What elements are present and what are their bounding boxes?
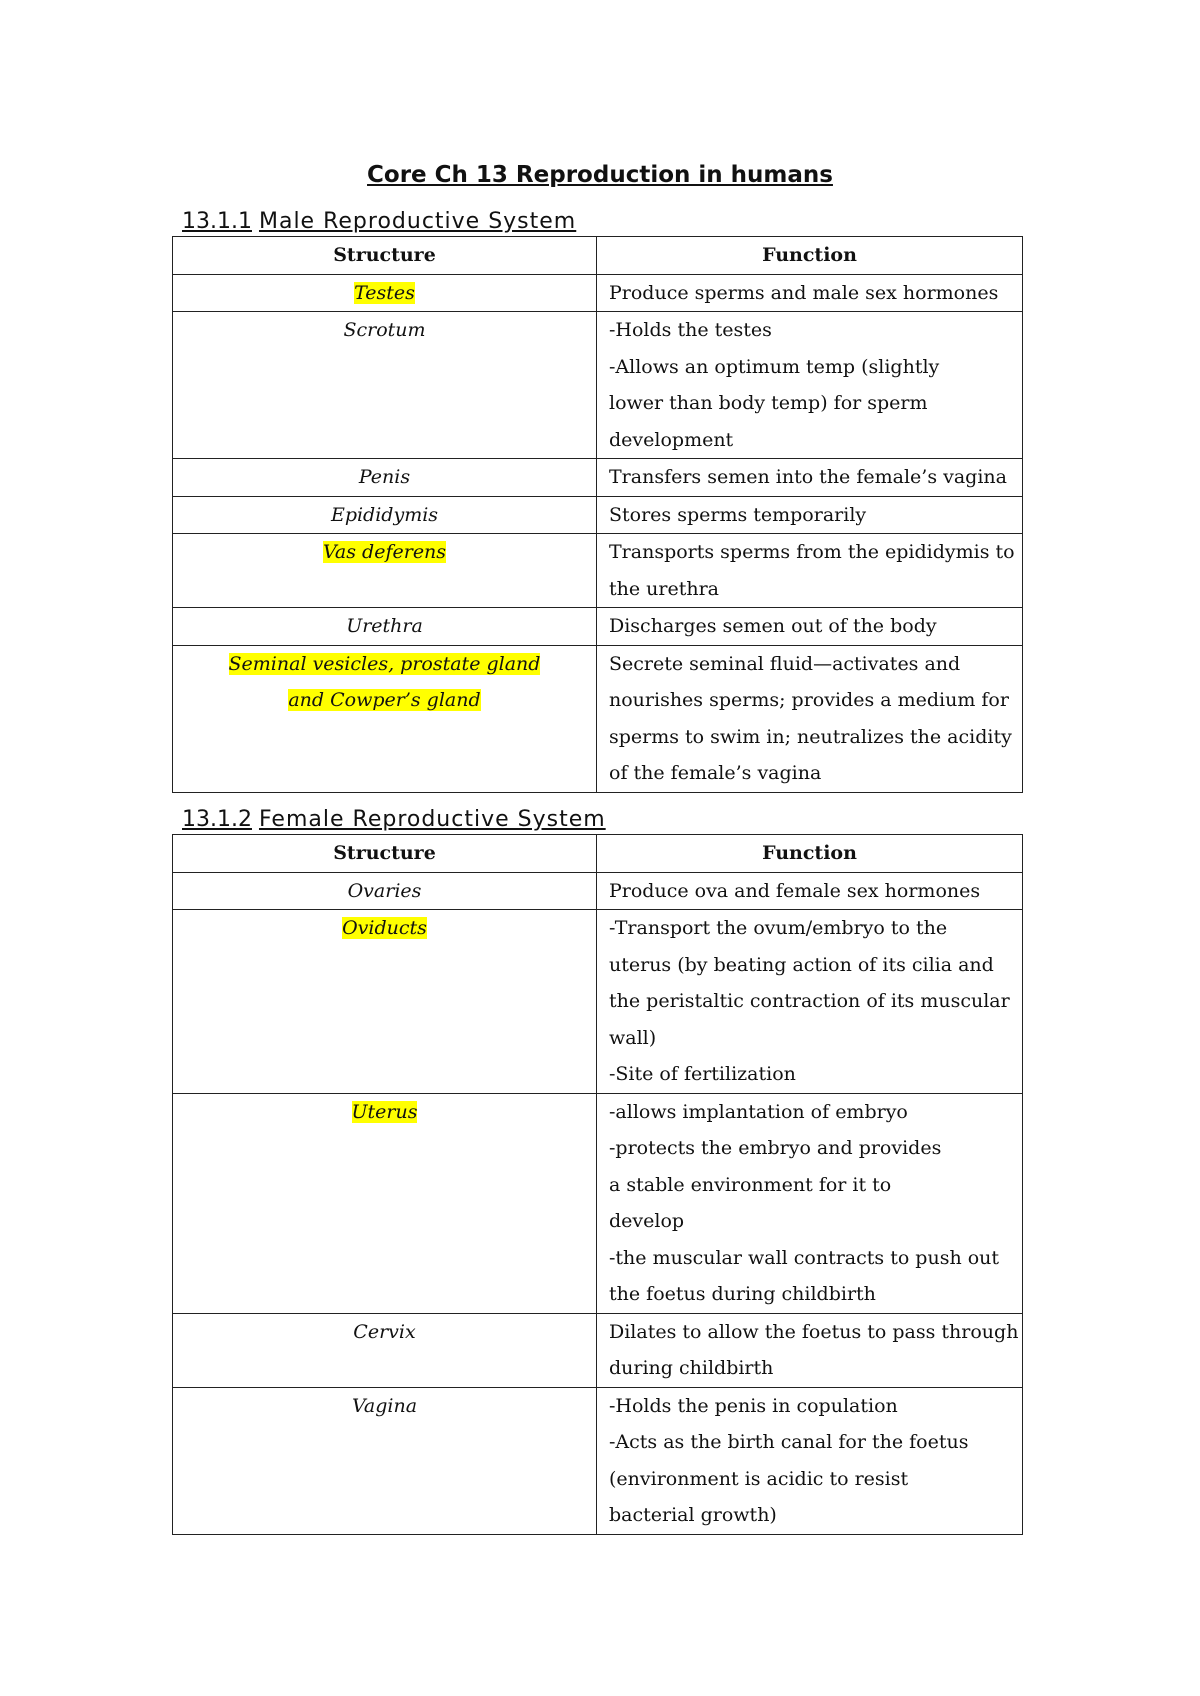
structure-line [173,646,596,683]
structure-name: Oviducts [342,917,427,939]
table-header-row [173,237,1023,275]
structure-name: Scrotum [343,319,426,341]
structure-line [173,312,596,349]
function-line: -the muscular wall contracts to push out [609,1246,1000,1269]
structure-column-header: Structure [173,237,597,275]
structure-name: Epididymis [330,503,439,526]
structure-name: Penis [358,466,411,488]
function-line: bacterial growth) [609,1504,777,1526]
function-line: nourishes sperms; provides a medium for [609,689,1009,711]
table-row [173,1313,1023,1387]
function-line: the foetus during childbirth [609,1283,876,1305]
function-column-header: Function [597,237,1023,275]
function-line: a stable environment for it to [609,1173,892,1196]
function-line: -Holds the penis in copulation [609,1394,898,1417]
structure-cell [173,534,597,608]
table-row [173,872,1023,910]
function-cell [597,274,1023,312]
function-line: (environment is acidic to resist [609,1467,909,1490]
table-row [173,608,1023,646]
structure-line [173,1314,596,1351]
function-cell [597,1093,1023,1313]
function-line: Produce sperms and male sex hormones [609,281,999,304]
structure-cell [173,1313,597,1387]
male-reproductive-table [172,236,1023,793]
structure-cell [173,1387,597,1534]
structure-line [173,910,596,947]
function-cell [597,608,1023,646]
structure-name: Cervix [353,1320,416,1343]
function-cell [597,459,1023,497]
function-line: develop [609,1210,685,1232]
structure-line [173,873,596,910]
structure-cell [173,459,597,497]
structure-line [173,275,596,312]
male-section-name: Male Reproductive System [258,209,577,234]
function-column-header: Function [597,835,1023,873]
structure-name: Testes [354,281,415,304]
structure-name: Vagina [351,1394,418,1417]
structure-column-header: Structure [173,835,597,873]
function-cell [597,496,1023,534]
function-line: -protects the embryo and provides [609,1137,942,1159]
structure-name: Seminal vesicles, prostate gland [228,652,541,675]
table-row [173,312,1023,459]
function-line: wall) [609,1026,657,1049]
page-title: Core Ch 13 Reproduction in humans [367,162,833,188]
function-cell [597,534,1023,608]
structure-line [173,682,596,719]
function-line: lower than body temp) for sperm [609,392,928,414]
function-line: sperms to swim in; neutralizes the acidity [609,725,1012,748]
function-line: Stores sperms temporarily [609,503,867,526]
male-section-number: 13.1.1 [182,209,252,234]
structure-name: Urethra [346,615,423,637]
function-cell [597,1313,1023,1387]
function-line: uterus (by beating action of its cilia and [609,953,994,976]
function-line: -Transport the ovum/embryo to the [609,917,948,939]
structure-line [173,459,596,496]
structure-cell [173,274,597,312]
structure-cell [173,872,597,910]
female-section-number: 13.1.2 [182,807,252,832]
female-reproductive-table [172,834,1023,1535]
function-line: Discharges semen out of the body [609,615,937,637]
table-header-row [173,835,1023,873]
structure-line [173,1094,596,1131]
structure-cell [173,496,597,534]
structure-line [173,608,596,645]
function-line: Produce ova and female sex hormones [609,879,981,902]
structure-name: Ovaries [347,879,422,902]
function-line: Dilates to allow the foetus to pass through [609,1320,1019,1343]
function-line: during childbirth [609,1357,774,1379]
function-line: development [609,428,734,451]
structure-cell [173,1093,597,1313]
structure-line [173,497,596,534]
function-line: -Site of fertilization [609,1063,796,1085]
function-line: -Holds the testes [609,319,772,341]
function-line: Transfers semen into the female’s vagina [609,466,1007,488]
table-row [173,910,1023,1094]
structure-cell [173,608,597,646]
function-line: -allows implantation of embryo [609,1100,908,1123]
structure-name: Uterus [351,1100,418,1123]
table-row [173,1387,1023,1534]
function-cell [597,1387,1023,1534]
table-row [173,645,1023,792]
male-section-heading [182,208,576,236]
structure-line [173,1388,596,1425]
function-line: Transports sperms from the epididymis to [609,541,1015,563]
function-cell [597,910,1023,1094]
table-row [173,274,1023,312]
function-line: Secrete seminal fluid—activates and [609,652,961,675]
structure-name: Vas deferens [322,541,447,563]
function-line: of the female’s vagina [609,762,822,784]
function-line: the peristaltic contraction of its muscular [609,990,1010,1012]
function-line: -Acts as the birth canal for the foetus [609,1431,969,1453]
table-row [173,1093,1023,1313]
table-row [173,496,1023,534]
table-row [173,459,1023,497]
female-section-heading [182,806,606,834]
table-row [173,534,1023,608]
structure-cell [173,645,597,792]
function-cell [597,312,1023,459]
structure-cell [173,312,597,459]
structure-cell [173,910,597,1094]
function-cell [597,645,1023,792]
function-line: -Allows an optimum temp (slightly [609,355,940,378]
female-section-name: Female Reproductive System [258,807,606,832]
structure-name: and Cowper’s gland [288,689,481,711]
function-cell [597,872,1023,910]
function-line: the urethra [609,577,720,600]
structure-line [173,534,596,571]
